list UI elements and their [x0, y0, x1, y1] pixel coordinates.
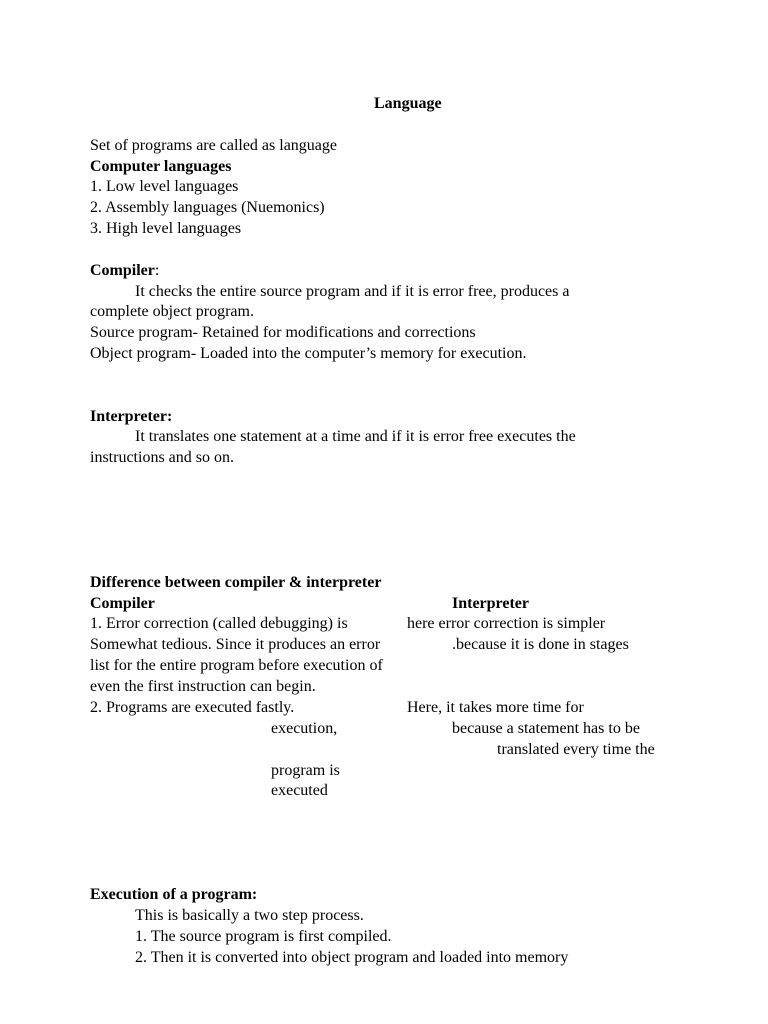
compiler-colon: : [154, 262, 160, 279]
compiler-point-line: Somewhat tedious. Since it produces an error [90, 636, 381, 653]
column-header-compiler: Compiler [90, 595, 155, 612]
list-item: 3. High level languages [90, 220, 242, 237]
interpreter-desc-line1: It translates one statement at a time and if it is error free executes the [135, 428, 576, 445]
compiler-point-line: list for the entire program before execution of [90, 657, 383, 674]
execution-intro: This is basically a two step process. [135, 907, 364, 924]
interpreter-desc-line2: instructions and so on. [90, 449, 234, 466]
compiler-heading: Compiler [90, 262, 155, 279]
list-item: 2. Assembly languages (Nuemonics) [90, 199, 325, 216]
interpreter-heading: Interpreter: [90, 408, 173, 425]
computer-languages-heading: Computer languages [90, 158, 232, 175]
list-item: 1. The source program is first compiled. [135, 928, 392, 945]
compiler-point-line: 1. Error correction (called debugging) is [90, 615, 348, 632]
object-program-line: Object program- Loaded into the computer’s memory for execution. [90, 345, 527, 362]
compiler-point-line: 2. Programs are executed fastly. [90, 699, 295, 716]
compiler-desc-line1: It checks the entire source program and if it is error free, produces a [135, 283, 570, 300]
source-program-line: Source program- Retained for modifications and corrections [90, 324, 476, 341]
difference-heading: Difference between compiler & interpreter [90, 574, 382, 591]
wrapped-text-line: execution, [271, 720, 338, 737]
wrapped-text-line: program is [271, 762, 340, 779]
execution-heading: Execution of a program: [90, 886, 258, 903]
interpreter-point-line: Here, it takes more time for [407, 699, 584, 716]
wrapped-text-line: executed [271, 782, 328, 799]
list-item: 1. Low level languages [90, 178, 239, 195]
list-item: 2. Then it is converted into object program and loaded into memory [135, 949, 569, 966]
page-title: Language [374, 95, 442, 112]
language-definition: Set of programs are called as language [90, 137, 338, 154]
interpreter-point-line: because a statement has to be [452, 720, 640, 737]
interpreter-point-line: here error correction is simpler [407, 615, 606, 632]
column-header-interpreter: Interpreter [452, 595, 529, 612]
compiler-point-line: even the first instruction can begin. [90, 678, 316, 695]
compiler-heading-line [90, 262, 159, 280]
interpreter-point-line: .because it is done in stages [452, 636, 629, 653]
compiler-desc-line2: complete object program. [90, 303, 254, 320]
interpreter-point-line: translated every time the [497, 741, 655, 758]
